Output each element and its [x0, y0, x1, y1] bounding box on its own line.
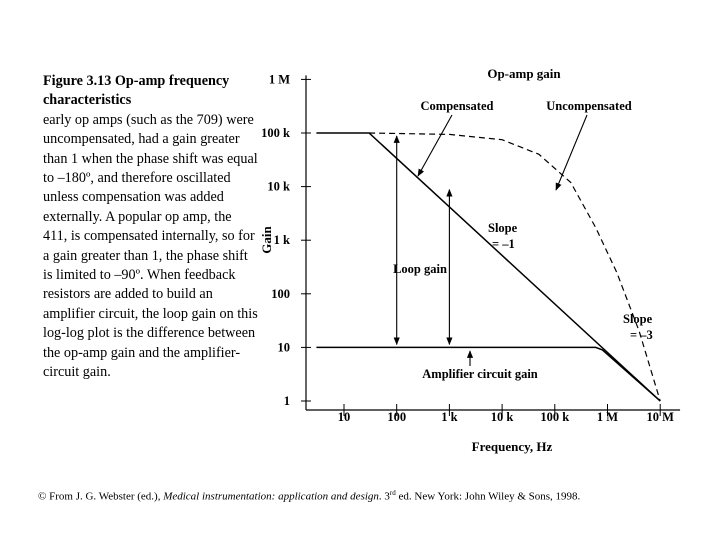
x-tick-label: 10 M: [646, 410, 674, 424]
y-tick-label: 1: [283, 394, 290, 408]
annotation-amplifier-circuit-gain: Amplifier circuit gain: [422, 367, 538, 381]
arrow-compensated: [418, 115, 452, 176]
annotation-slope-3-value: = –3: [630, 328, 653, 342]
x-tick-label: 100 k: [540, 410, 570, 424]
caption-title: Figure 3.13 Op-amp frequency characteristics: [43, 73, 230, 109]
annotation-compensated: Compensated: [420, 99, 494, 113]
x-tick-label: 1 k: [441, 410, 458, 424]
x-tick-label: 10 k: [490, 410, 514, 424]
credit-edition-num: . 3: [378, 490, 390, 503]
caption-body: early op amps (such as the 709) were uncompensated, had a gain greater than 1 when the phase shift was equal to –180º, and therefore oscillated unless compensation was added externally. A popular op amp, the 411, is compensated internally, so for a gain greater than 1, the phase shift is limited to –90º. When feedback resistors are added to build an amplifier circuit, the loop gain on this log-log plot is the difference between the op-amp gain and the amplifier-circuit gain.: [43, 111, 258, 381]
credit-prefix: © From J. G. Webster (ed.),: [38, 490, 164, 503]
y-axis-title: Gain: [259, 226, 274, 254]
y-tick-label: 10 k: [267, 179, 290, 194]
annotation-slope-3-label: Slope: [623, 312, 653, 326]
y-tick-label: 100 k: [261, 126, 290, 140]
chart-title: Op-amp gain: [487, 66, 561, 81]
credit-book-title: Medical instrumentation: application and design: [163, 490, 379, 503]
x-tick-label: 10: [337, 410, 351, 424]
annotation-loop-gain: Loop gain: [393, 262, 447, 276]
credit-suffix: ed. New York: John Wiley & Sons, 1998.: [395, 490, 581, 503]
series-compensated-line: [316, 133, 660, 401]
y-tick-label: 100: [271, 286, 290, 301]
x-axis-title: Frequency, Hz: [471, 439, 553, 454]
source-credit: [38, 489, 698, 503]
annotation-uncompensated: Uncompensated: [546, 99, 632, 113]
credit-edition-sup: rd: [389, 489, 396, 497]
x-tick-label: 100: [387, 410, 407, 424]
y-tick-label: 10: [277, 340, 290, 355]
annotation-slope-1-value: = –1: [492, 237, 515, 251]
arrow-uncompensated: [556, 115, 587, 190]
y-tick-label: 1 k: [273, 233, 290, 248]
x-tick-label: 1 M: [596, 410, 619, 424]
y-tick-label: 1 M: [268, 72, 290, 87]
annotation-slope-1-label: Slope: [488, 221, 518, 235]
